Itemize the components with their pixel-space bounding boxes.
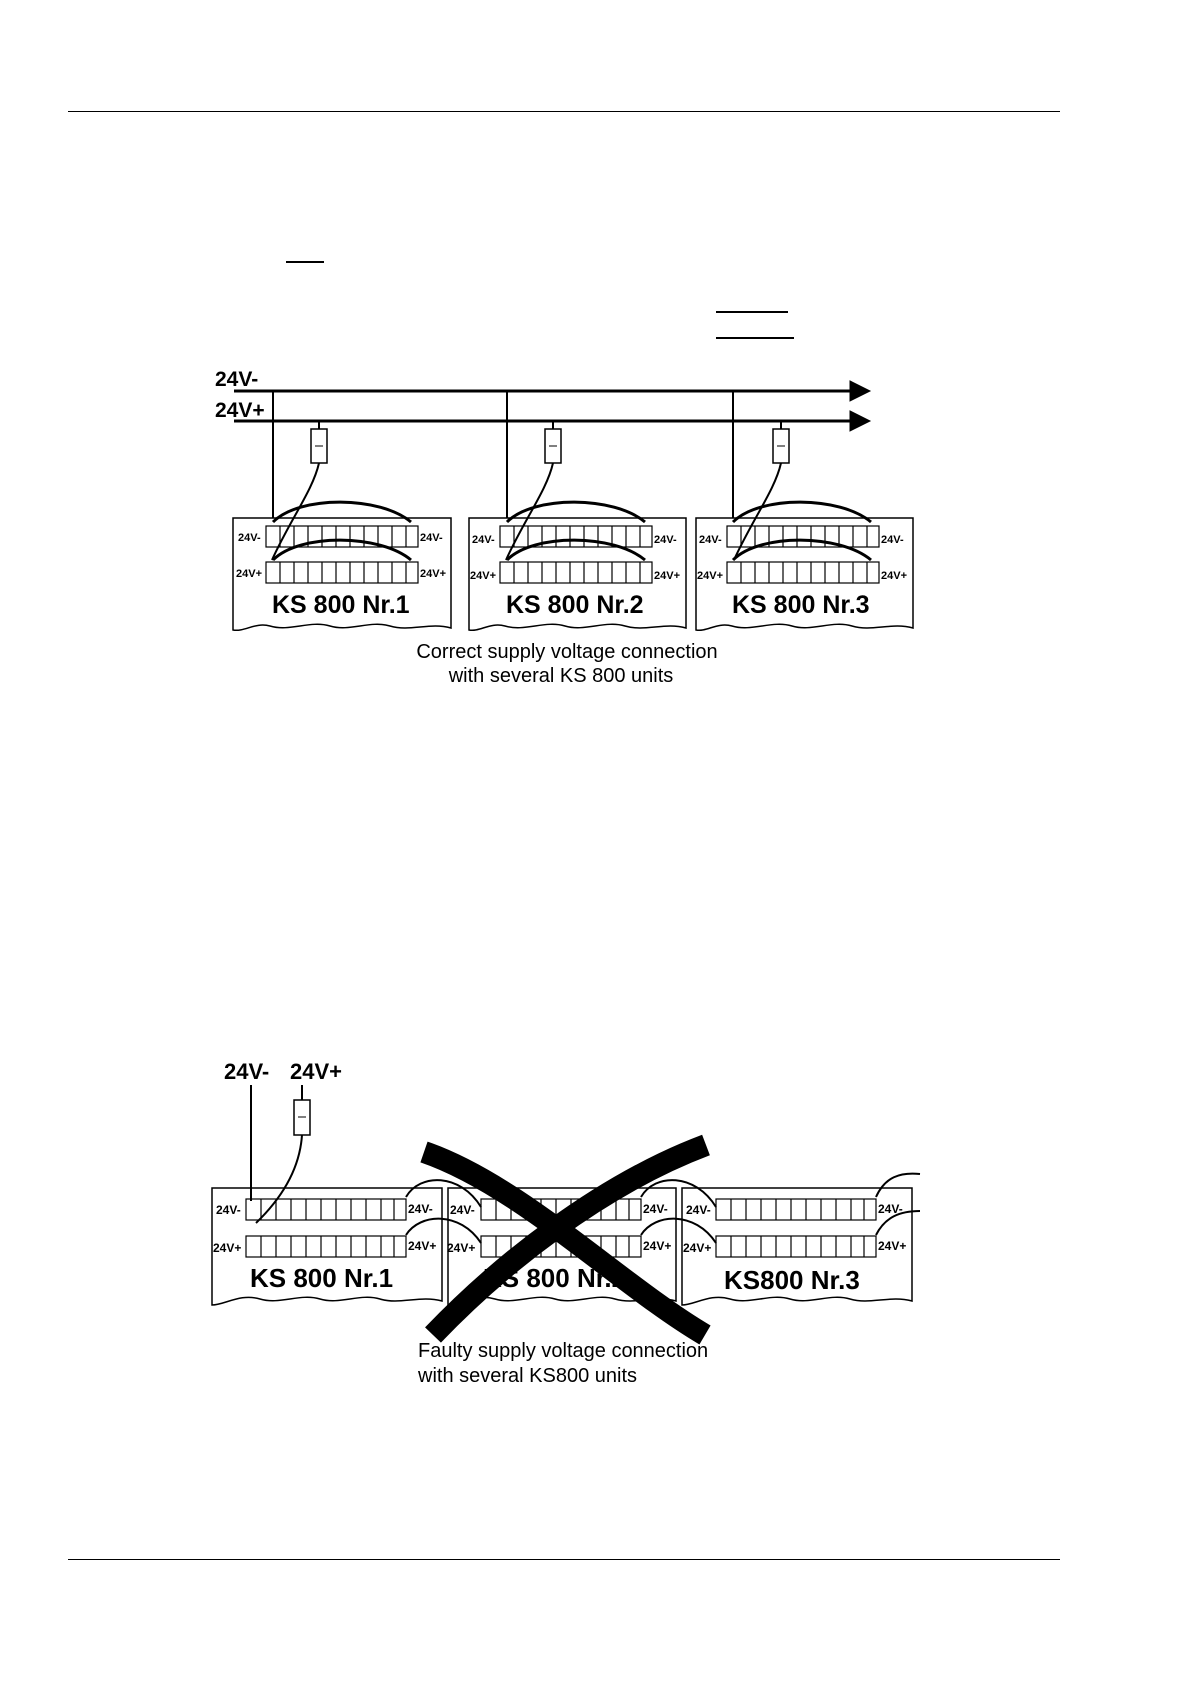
terminal-label: 24V- bbox=[643, 1202, 668, 1216]
caption-line: with several KS800 units bbox=[418, 1365, 638, 1387]
feed-plus-label: 24V+ bbox=[290, 1059, 342, 1084]
terminal-label: 24V+ bbox=[654, 570, 680, 582]
terminal-strip bbox=[246, 1236, 406, 1257]
unit-name: KS800 Nr.3 bbox=[724, 1265, 860, 1295]
arrow-minus-icon bbox=[850, 381, 870, 401]
correct-connection-diagram bbox=[0, 360, 1191, 700]
terminal-label: 24V+ bbox=[697, 570, 723, 582]
unit-name: KS 800 Nr.2 bbox=[483, 1263, 627, 1293]
terminal-label: 24V- bbox=[420, 532, 443, 544]
terminal-label: 24V- bbox=[699, 534, 722, 546]
terminal-label: 24V- bbox=[878, 1202, 903, 1216]
unit-name: KS 800 Nr.1 bbox=[250, 1263, 394, 1293]
bus-plus-label: 24V+ bbox=[215, 399, 265, 422]
terminal-strip bbox=[500, 562, 652, 583]
underline-mark bbox=[286, 261, 324, 263]
underline-mark bbox=[716, 311, 788, 313]
faulty-connection-diagram bbox=[0, 1055, 1191, 1395]
terminal-label: 24V- bbox=[686, 1203, 711, 1217]
underline-mark bbox=[716, 337, 794, 339]
terminal-label: 24V- bbox=[238, 532, 261, 544]
terminal-strip bbox=[716, 1199, 876, 1220]
terminal-label: 24V+ bbox=[878, 1239, 907, 1253]
arrow-plus-icon bbox=[850, 411, 870, 431]
terminal-label: 24V+ bbox=[470, 570, 496, 582]
terminal-label: 24V- bbox=[216, 1203, 241, 1217]
unit-name: KS 800 Nr.2 bbox=[506, 591, 644, 619]
footer-rule bbox=[68, 1559, 1060, 1560]
terminal-strip bbox=[716, 1236, 876, 1257]
caption-line: Faulty supply voltage connection bbox=[418, 1340, 709, 1362]
terminal-strip bbox=[266, 526, 418, 547]
unit-name: KS 800 Nr.3 bbox=[732, 591, 870, 619]
terminal-strip bbox=[727, 562, 879, 583]
terminal-label: 24V+ bbox=[683, 1241, 712, 1255]
terminal-label: 24V+ bbox=[213, 1241, 242, 1255]
caption-line: with several KS 800 units bbox=[448, 665, 674, 687]
terminal-strip bbox=[500, 526, 652, 547]
terminal-strip bbox=[266, 562, 418, 583]
terminal-label: 24V- bbox=[450, 1203, 475, 1217]
bus-minus-label: 24V- bbox=[215, 368, 259, 391]
terminal-label: 24V+ bbox=[643, 1239, 672, 1253]
terminal-label: 24V+ bbox=[420, 568, 446, 580]
caption-line: Correct supply voltage connection bbox=[416, 641, 718, 663]
terminal-label: 24V- bbox=[408, 1202, 433, 1216]
terminal-label: 24V- bbox=[654, 534, 677, 546]
feed-minus-label: 24V- bbox=[224, 1059, 270, 1084]
header-rule bbox=[68, 111, 1060, 112]
terminal-label: 24V+ bbox=[408, 1239, 437, 1253]
terminal-label: 24V+ bbox=[881, 570, 907, 582]
unit-name: KS 800 Nr.1 bbox=[272, 591, 410, 619]
terminal-label: 24V- bbox=[881, 534, 904, 546]
terminal-label: 24V+ bbox=[447, 1241, 476, 1255]
terminal-label: 24V+ bbox=[236, 568, 262, 580]
terminal-label: 24V- bbox=[472, 534, 495, 546]
